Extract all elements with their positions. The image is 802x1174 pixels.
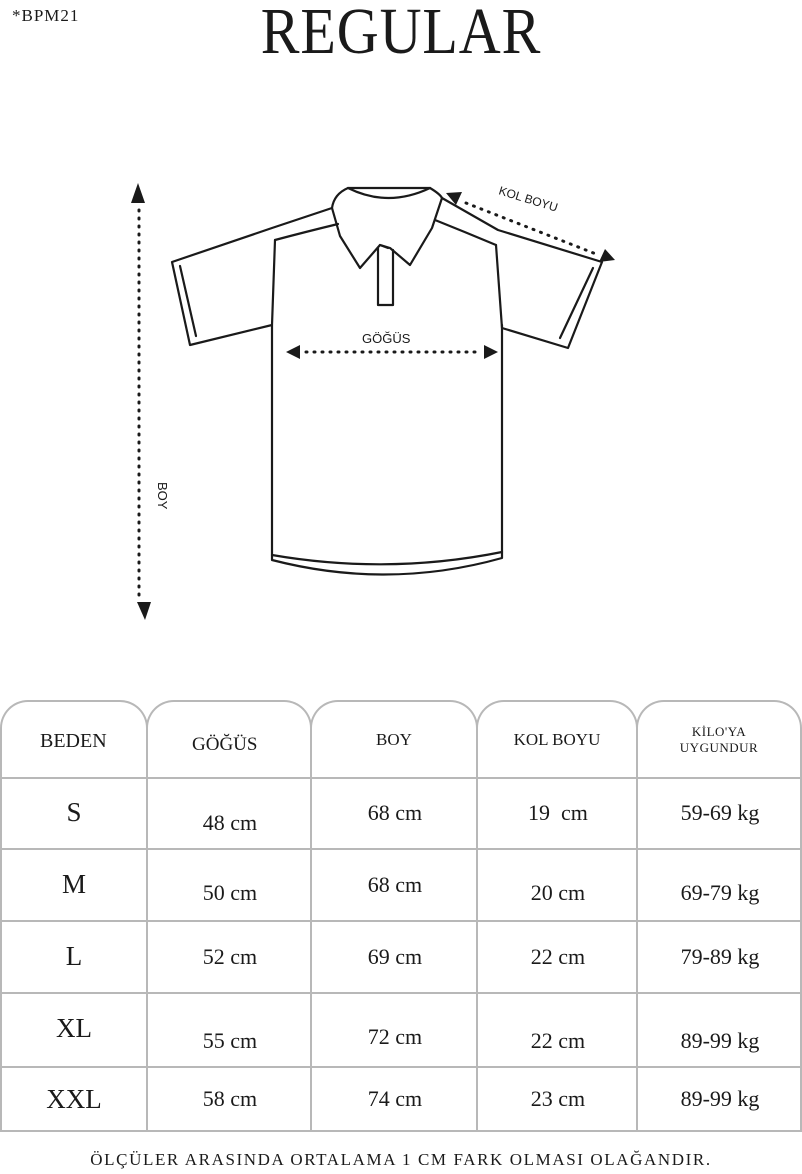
length-label: BOY [155,482,170,510]
header-kilo-line1: KİLO'YA [691,724,747,739]
table-row [0,849,802,920]
weight-cell: 69-79 kg [680,879,760,905]
length-cell: 74 cm [367,1086,423,1111]
length-arrow [131,183,151,620]
size-cell: M [61,869,86,899]
header-beden [0,700,148,777]
sleeve-label: KOL BOYU [497,183,560,215]
left-sleeve [172,208,332,345]
table-row [0,777,802,848]
size-cell: L [65,941,83,971]
sleeve-cell: 20 cm [530,879,586,905]
sleeve-cell: 19 cm [528,799,588,825]
table-row [0,993,802,1064]
fit-title: REGULAR [260,0,542,68]
size-cell: S [66,797,82,827]
chest-arrow [286,345,498,359]
collar [332,188,442,268]
sleeve-cell: 22 cm [530,943,586,969]
placket [378,248,393,305]
size-cell: XXL [46,1083,102,1114]
sleeve-cell: 22 cm [530,1027,586,1053]
chest-cell: 50 cm [202,879,258,905]
header-gogus [146,700,312,777]
size-cell: XL [56,1013,92,1043]
sleeve-cell: 23 cm [530,1086,586,1111]
chest-cell: 55 cm [202,1027,258,1053]
header-kilo [636,700,802,777]
footer-note: ÖLÇÜLER ARASINDA ORTALAMA 1 CM FARK OLMASI OLAĞANDIR. [90,1150,712,1169]
weight-cell: 59-69 kg [680,799,760,825]
table-row [0,1067,802,1131]
shirt-body-outline [272,325,502,575]
header-kol-boyu-label: KOL BOYU [513,730,601,749]
size-table [0,700,802,1132]
polo-shirt-diagram [0,150,802,650]
length-cell: 69 cm [367,943,423,969]
chest-label: GÖĞÜS [362,331,411,346]
right-sleeve [442,198,602,348]
header-boy [310,700,478,777]
length-cell: 72 cm [367,1023,423,1049]
length-cell: 68 cm [367,871,423,897]
table-row [0,921,802,992]
weight-cell: 89-99 kg [680,1027,760,1053]
product-code: *BPM21 [12,6,80,25]
weight-cell: 89-99 kg [680,1086,760,1111]
weight-cell: 79-89 kg [680,943,760,969]
table-body [0,777,802,1132]
header-kol-boyu [476,700,638,777]
chest-cell: 48 cm [202,809,258,835]
length-cell: 68 cm [367,799,423,825]
chest-cell: 58 cm [202,1086,258,1111]
chest-cell: 52 cm [202,943,258,969]
header-kilo-line2: UYGUNDUR [679,740,759,755]
header-gogus-label: GÖĞÜS [192,734,258,755]
header-beden-label: BEDEN [40,730,107,752]
header-boy-label: BOY [376,730,412,749]
